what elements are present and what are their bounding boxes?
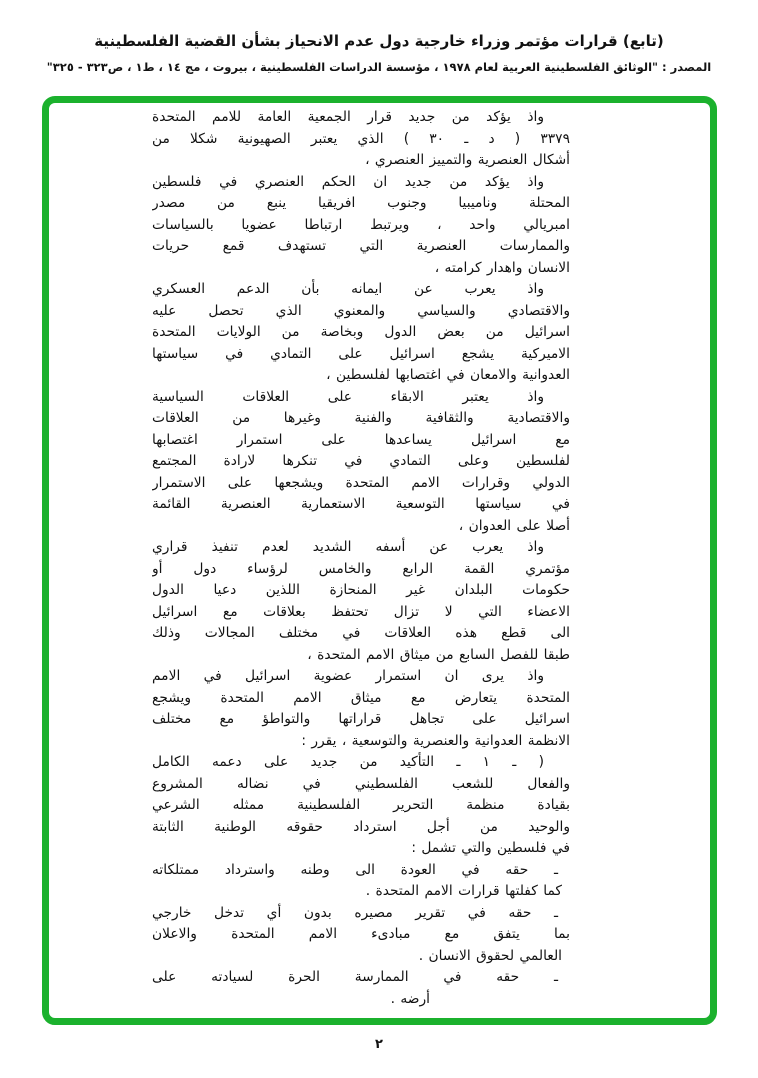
document-line: أشكال العنصرية والتمييز العنصري ، [365, 152, 570, 168]
page-header [0, 30, 758, 75]
document-line: اسرائيل على تجاهل قراراتها والتواطؤ مع مختلف [152, 711, 570, 727]
document-line: في سياستها التوسعية الاستعمارية العنصرية القائمة [152, 496, 570, 512]
document-line: واذ يعرب عن ايمانه بأن الدعم العسكري [152, 281, 544, 297]
document-line: واذ يرى ان استمرار عضوية اسرائيل في الامم [152, 668, 544, 684]
document-line: الى قطع هذه العلاقات في مختلف المجالات وذلك [152, 625, 570, 641]
document-line: في فلسطين والتي تشمل : [411, 840, 570, 856]
document-line: اسرائيل من بعض الدول وبخاصة من الولايات المتحدة [152, 324, 570, 340]
document-line: والاقتصادي والسياسي والمعنوي الذي تحصل عليه [152, 302, 570, 319]
document-line: ـ حقه في الممارسة الحرة لسيادته على [152, 969, 558, 985]
source-citation: المصدر : "الوثائق الفلسطينية العربية لعام ١٩٧٨ ، مؤسسة الدراسات الفلسطينية ، بيروت ، مج ١٤ ، ط١ ، ص٣٢٣ - ٣٢٥" [46, 60, 712, 74]
document-line: واذ يؤكد من جديد قرار الجمعية العامة للامم المتحدة [152, 109, 544, 125]
document-line: والممارسات العنصرية التي تستهدف قمع حريات [152, 238, 570, 254]
document-line: واذ يؤكد من جديد ان الحكم العنصري في فلسطين [152, 173, 544, 190]
document-line: واذ يعتبر الابقاء على العلاقات السياسية [152, 388, 544, 405]
document-line: العالمي لحقوق الانسان . [418, 947, 562, 964]
document-line: المتحدة يتعارض مع ميثاق الامم المتحدة ويشجع [152, 689, 570, 706]
document-line: بما يتفق مع مبادىء الامم المتحدة والاعلان [152, 926, 570, 942]
document-line: والاقتصادية والثقافية والفنية وغيرها من العلاقات [152, 410, 570, 426]
document-line: كما كفلتها قرارات الامم المتحدة . [365, 883, 562, 899]
document-line: ـ حقه في العودة الى وطنه واسترداد ممتلكاته [152, 861, 558, 878]
document-title: (تابع) قرارات مؤتمر وزراء خارجية دول عدم الانحياز بشأن القضية الفلسطينية [94, 32, 664, 50]
document-line: أرضه . [390, 990, 430, 1007]
document-line: الانسان واهدار كرامته ، [434, 259, 570, 276]
document-line: ( ـ ١ ـ التأكيد من جديد على دعمه الكامل [152, 754, 544, 770]
document-line: أصلا على العدوان ، [458, 517, 570, 534]
document-line: طبقا للفصل السابع من ميثاق الامم المتحدة ، [307, 646, 570, 663]
document-body [152, 107, 570, 1010]
document-line: واذ يعرب عن أسفه الشديد لعدم تنفيذ قراري [152, 539, 544, 555]
document-line: مع اسرائيل يساعدها على استمرار اغتصابها [152, 431, 570, 448]
document-line: المحتلة وناميبيا وجنوب افريقيا ينبع من مصدر [152, 195, 570, 211]
document-line: ٣٣٧٩ ( د ـ ٣٠ ) الذي يعتبر الصهيونية شكلا من [152, 130, 570, 147]
document-line: حكومات البلدان غير المنحازة اللذين دعيا الدول [152, 582, 570, 598]
document-line: ـ حقه في تقرير مصيره بدون أي تدخل خارجي [152, 904, 558, 921]
document-line: الاميركية يشجع اسرائيل على التمادي في سياستها [152, 345, 570, 362]
document-line: العدوانية والامعان في اغتصابها لفلسطين ، [326, 367, 570, 383]
document-line: الدولي وقرارات الامم المتحدة ويشجعها على الاستمرار [152, 474, 570, 491]
document-line: مؤتمري القمة الرابع والخامس لرؤساء دول أو [152, 560, 570, 577]
document-line: لفلسطين وعلى التمادي في تنكرها لارادة المجتمع [152, 453, 570, 469]
document-line: والفعال للشعب الفلسطيني في نضاله المشروع [152, 775, 570, 792]
document-line: الانظمة العدوانية والعنصرية والتوسعية ، يقرر : [301, 732, 570, 749]
document-line: والوحيد من أجل استرداد حقوقه الوطنية الثابتة [152, 818, 570, 835]
document-line: امبريالي واحد ، ويرتبط ارتباطا عضويا بالسياسات [152, 216, 570, 233]
page-number: ٢ [375, 1037, 383, 1052]
document-line: بقيادة منظمة التحرير الفلسطينية ممثله الشرعي [152, 797, 570, 813]
document-line: الاعضاء التي لا تزال تحتفظ بعلاقات مع اسرائيل [152, 603, 570, 620]
